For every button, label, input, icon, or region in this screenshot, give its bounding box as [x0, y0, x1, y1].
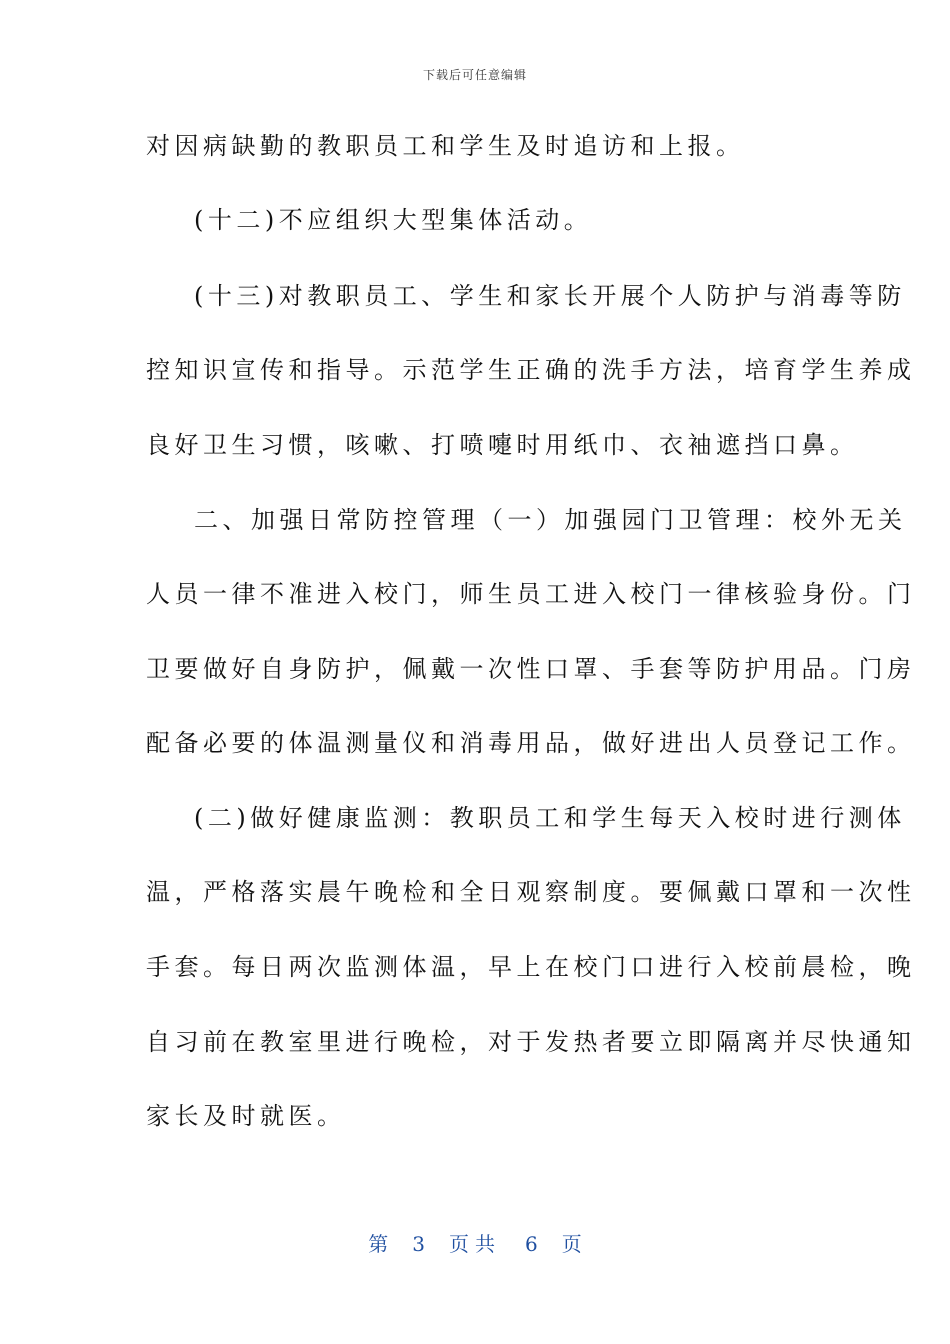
current-page-number: 3: [412, 1232, 425, 1256]
footer-suffix: 页: [561, 1232, 582, 1256]
footer-mid: 页共: [449, 1232, 501, 1256]
page-footer: [0, 1228, 950, 1257]
paragraph-line: 家长及时就医。: [146, 1102, 346, 1130]
paragraph-line: 卫要做好自身防护，佩戴一次性口罩、手套等防护用品。门房: [146, 655, 916, 683]
paragraph-line: (二)做好健康监测：教职员工和学生每天入校时进行测体: [194, 804, 906, 832]
paragraph-line: 对因病缺勤的教职员工和学生及时追访和上报。: [146, 132, 745, 160]
paragraph-line: (十三)对教职员工、学生和家长开展个人防护与消毒等防: [194, 282, 906, 310]
footer-prefix: 第: [368, 1232, 389, 1256]
paragraph-line: 自习前在教室里进行晚检，对于发热者要立即隔离并尽快通知: [146, 1028, 916, 1056]
paragraph-line: 手套。每日两次监测体温，早上在校门口进行入校前晨检，晚: [146, 953, 916, 981]
total-pages-number: 6: [525, 1232, 538, 1256]
paragraph-line: 配备必要的体温测量仪和消毒用品，做好进出人员登记工作。: [146, 729, 916, 757]
paragraph-line: 良好卫生习惯，咳嗽、打喷嚏时用纸巾、衣袖遮挡口鼻。: [146, 431, 859, 459]
paragraph-line: 温，严格落实晨午晚检和全日观察制度。要佩戴口罩和一次性: [146, 878, 916, 906]
paragraph-line: 控知识宣传和指导。示范学生正确的洗手方法，培育学生养成: [146, 356, 916, 384]
paragraph-line: (十二)不应组织大型集体活动。: [194, 206, 593, 234]
paragraph-line: 二、加强日常防控管理（一）加强园门卫管理：校外无关: [194, 506, 907, 534]
paragraph-line: 人员一律不准进入校门，师生员工进入校门一律核验身份。门: [146, 580, 916, 608]
page-header: 下载后可任意编辑: [422, 68, 527, 82]
